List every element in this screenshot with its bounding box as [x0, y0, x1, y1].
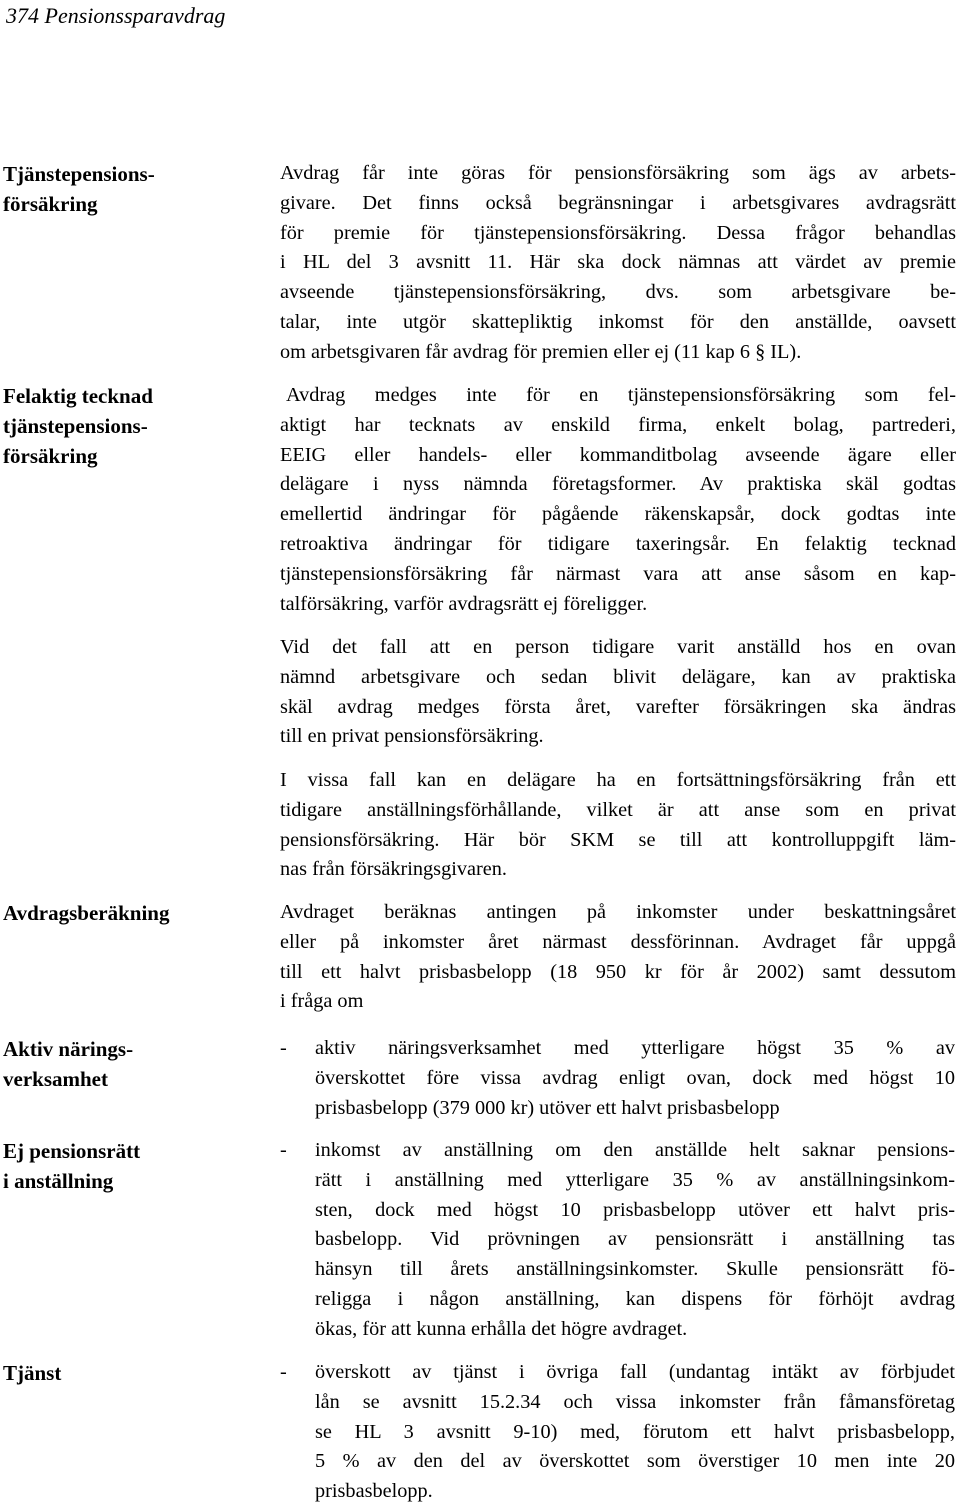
text-line: basbelopp. Vid prövningen av pensionsrätt i anställning tas: [315, 1228, 955, 1251]
text-line: retroaktiva ändringar för tidigare taxeringsår. En felaktig tecknad: [280, 532, 956, 555]
text-line: skäl avdrag medges första året, varefter försäkringen ska ändras: [280, 695, 956, 718]
list-item-body: [315, 1136, 955, 1345]
text-line: i HL del 3 avsnitt 11. Här ska dock nämnas att värdet av premie: [280, 251, 956, 274]
margin-heading-line: Avdragsberäkning: [3, 901, 170, 925]
text-line: Avdrag medges inte för en tjänstepensionsförsäkring som fel-: [286, 384, 956, 406]
list-dash: -: [280, 1037, 287, 1059]
text-line: se HL 3 avsnitt 9-10) med, förutom ett halvt prisbasbelopp,: [315, 1420, 955, 1443]
text-line: prisbasbelopp.: [315, 1480, 433, 1503]
paragraph-tidigare-anstalld: [280, 633, 956, 752]
paragraph-felaktig-tecknad: [280, 381, 956, 619]
text-line: nämnd arbetsgivare och sedan blivit delägare, kan av praktiska: [280, 665, 956, 688]
paragraph-avdrag-pensionsforsakring: [280, 159, 956, 368]
text-line: prisbasbelopp (379 000 kr) utöver ett halvt prisbasbelopp: [315, 1096, 780, 1119]
text-line: talar, inte utgör skattepliktig inkomst för den anställde, oavsett: [280, 310, 956, 333]
paragraph-fortsattningsforsakring: [280, 766, 956, 885]
text-line: religga i någon anställning, kan dispens för förhöjt avdrag: [315, 1287, 955, 1310]
text-line: 5 % av den del av överskottet som överstiger 10 men inte 20: [315, 1450, 955, 1473]
text-line: om arbetsgivaren får avdrag för premien eller ej (11 kap 6 § IL).: [280, 340, 802, 363]
text-line: givare. Det finns också begränsningar i arbetsgivares avdragsrätt: [280, 191, 956, 214]
margin-heading-ej-pensionsratt: [3, 1136, 265, 1196]
margin-heading-line: tjänstepensions-: [3, 414, 148, 438]
text-line: talförsäkring, varför avdragsrätt ej föreligger.: [280, 592, 648, 615]
list-dash: -: [280, 1139, 287, 1161]
text-line: till ett halvt prisbasbelopp (18 950 kr för år 2002) samt dessutom: [280, 960, 956, 983]
text-line: aktiv näringsverksamhet med ytterligare högst 35 % av: [315, 1037, 955, 1059]
text-line: hänsyn till årets anställningsinkomster. Skulle pensionsrätt fö-: [315, 1258, 955, 1281]
text-line: Avdrag får inte göras för pensionsförsäkring som ägs av arbets-: [280, 162, 956, 184]
text-line: till en privat pensionsförsäkring.: [280, 725, 544, 748]
text-line: EEIG eller handels- eller kommanditbolag avseende ägare eller: [280, 443, 956, 466]
text-line: nas från försäkringsgivaren.: [280, 858, 507, 881]
text-line: Avdraget beräknas antingen på inkomster under beskattningsåret: [280, 901, 956, 923]
text-line: lån se avsnitt 15.2.34 och vissa inkomster från fåmansföretag: [315, 1390, 955, 1413]
text-line: eller på inkomster året närmast dessförinnan. Avdraget får uppgå: [280, 930, 956, 953]
text-line: I vissa fall kan en delägare ha en fortsättningsförsäkring från ett: [280, 769, 956, 791]
margin-heading-felaktig-tecknad: [3, 381, 265, 471]
text-line: överskottet före vissa avdrag enligt ovan, dock med högst 10: [315, 1066, 955, 1089]
text-line: tidigare anställningsförhållande, vilket är att anse som en privat: [280, 798, 956, 821]
text-line: Vid det fall att en person tidigare varit anställd hos en ovan: [280, 636, 956, 658]
margin-heading-tjanst: [3, 1358, 265, 1388]
text-line: ökas, för att kunna erhålla det högre avdraget.: [315, 1317, 688, 1340]
list-dash: -: [280, 1361, 287, 1383]
text-line: avseende tjänstepensionsförsäkring, dvs. som arbetsgivare be-: [280, 281, 956, 304]
margin-heading-line: Tjänst: [3, 1361, 62, 1385]
margin-heading-line: Tjänstepensions-: [3, 162, 155, 186]
margin-heading-line: försäkring: [3, 444, 98, 468]
text-line: delägare i nyss nämnda företagsformer. Av praktiska skäl godtas: [280, 473, 956, 496]
text-line: inkomst av anställning om den anställde helt saknar pensions-: [315, 1139, 955, 1161]
text-line: aktigt har tecknats av enskild firma, enkelt bolag, partrederi,: [280, 413, 956, 436]
text-line: överskott av tjänst i övriga fall (undantag intäkt av förbjudet: [315, 1361, 955, 1383]
margin-heading-aktiv-naringsverksamhet: [3, 1034, 265, 1094]
margin-heading-line: verksamhet: [3, 1067, 108, 1091]
text-line: sten, dock med högst 10 prisbasbelopp utöver ett halvt pris-: [315, 1198, 955, 1221]
margin-heading-tjanstepensionsforsakring: [3, 159, 265, 219]
margin-heading-avdragsberakning: [3, 898, 265, 928]
list-item-body: [315, 1358, 955, 1507]
margin-heading-line: försäkring: [3, 192, 98, 216]
margin-heading-line: Ej pensionsrätt: [3, 1139, 141, 1163]
text-line: pensionsförsäkring. Här bör SKM se till att kontrolluppgift läm-: [280, 828, 956, 851]
text-line: i fråga om: [280, 990, 364, 1013]
margin-heading-line: i anställning: [3, 1169, 114, 1193]
text-line: emellertid ändringar för pågående räkenskapsår, dock godtas inte: [280, 503, 956, 526]
running-header: 374 Pensionssparavdrag: [6, 3, 226, 28]
list-item-body: [315, 1034, 955, 1123]
text-line: tjänstepensionsförsäkring får närmast vara att anse såsom en kap-: [280, 562, 956, 585]
paragraph-avdragsberakning: [280, 898, 956, 1017]
text-line: för premie för tjänstepensionsförsäkring. Dessa frågor behandlas: [280, 221, 956, 244]
text-line: rätt i anställning med ytterligare 35 % av anställningsinkom-: [315, 1168, 955, 1191]
margin-heading-line: Felaktig tecknad: [3, 384, 153, 408]
margin-heading-line: Aktiv närings-: [3, 1037, 134, 1061]
